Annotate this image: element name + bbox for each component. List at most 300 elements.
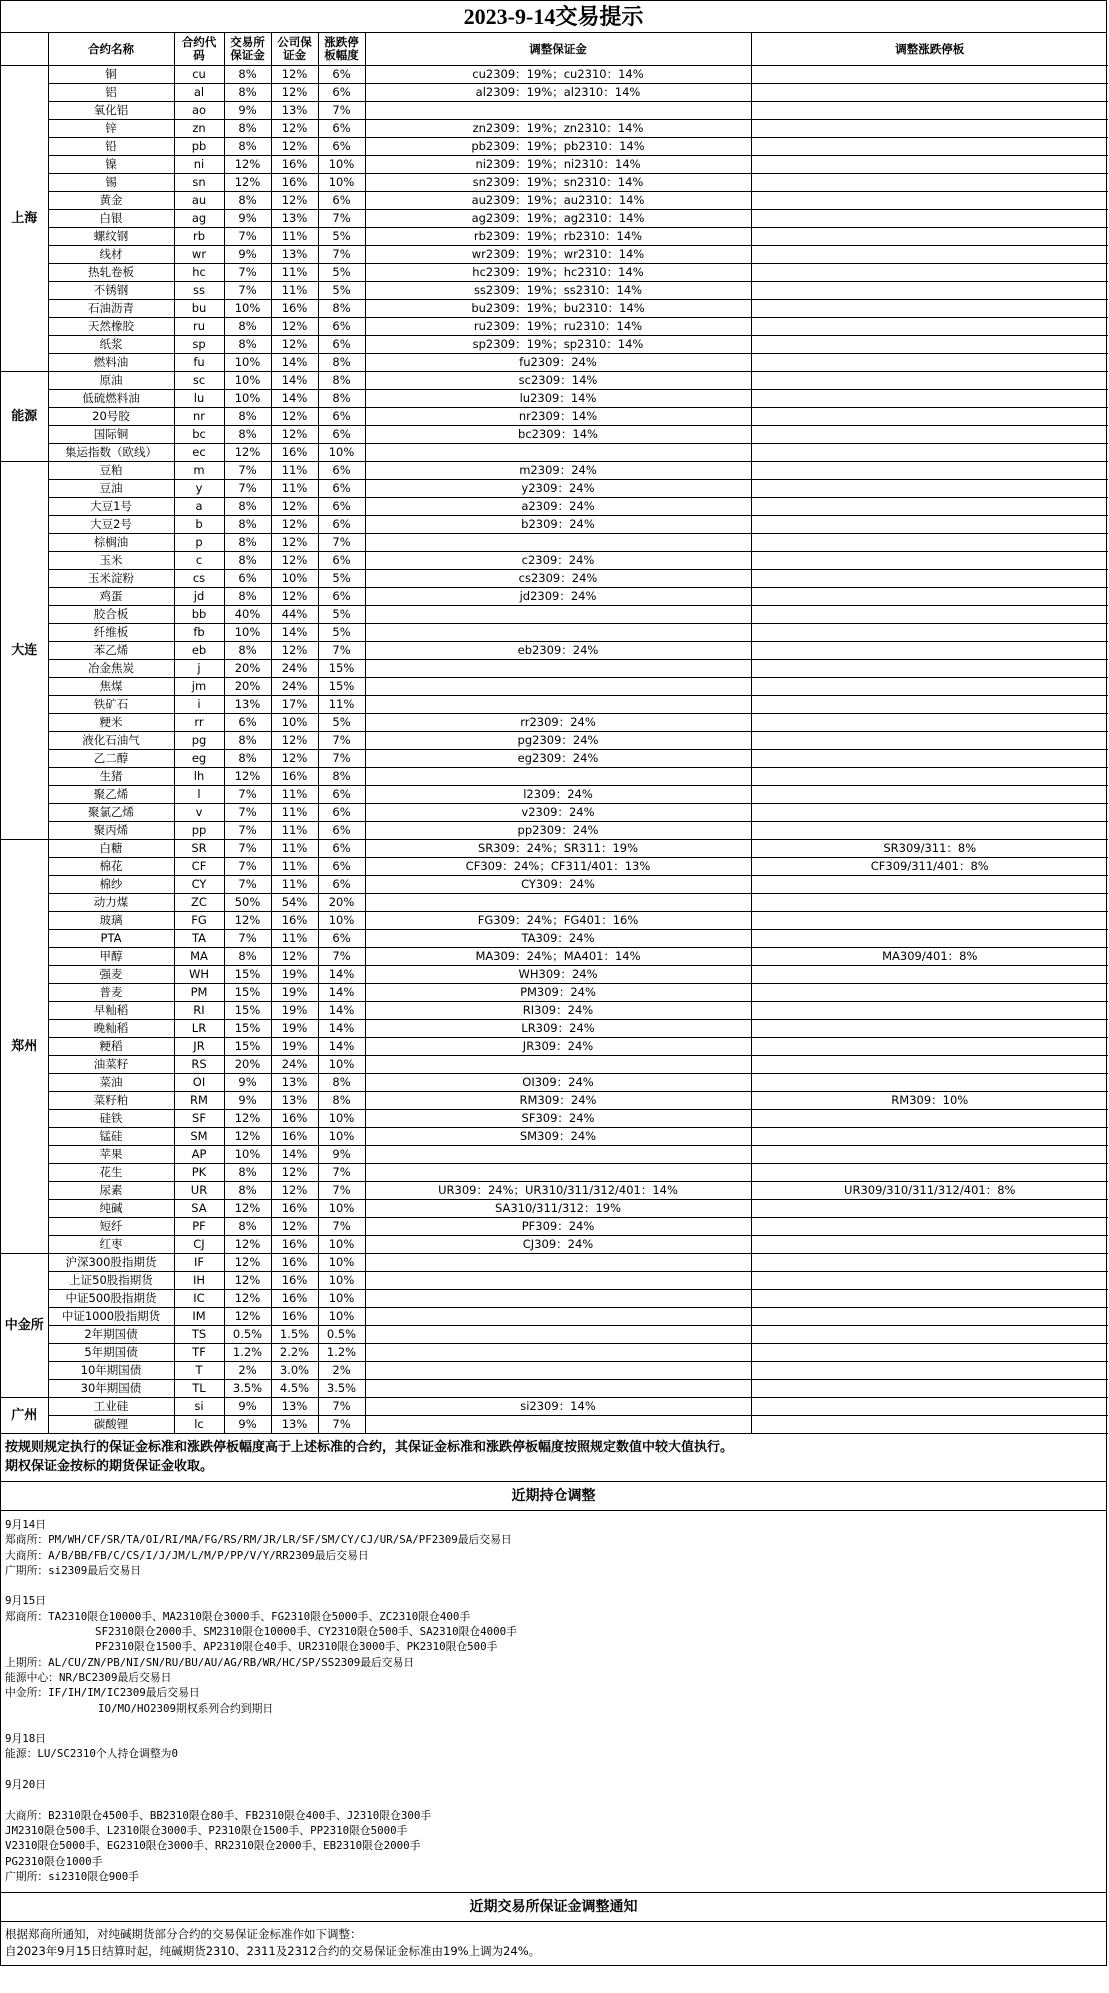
price-limit-cell: 6%	[318, 426, 365, 444]
exchange-margin-cell: 7%	[224, 858, 271, 876]
table-row	[1, 1344, 1108, 1362]
contract-name-cell: 氧化铝	[48, 102, 174, 120]
position-adjust-title: 近期持仓调整	[1, 1482, 1106, 1511]
exchange-margin-cell: 10%	[224, 390, 271, 408]
contract-code-cell: PM	[174, 984, 224, 1002]
company-margin-cell: 12%	[271, 426, 318, 444]
adjusted-limit-cell	[751, 138, 1108, 156]
adjusted-margin-cell: pb2309：19%；pb2310：14%	[365, 138, 751, 156]
exchange-margin-cell: 2%	[224, 1362, 271, 1380]
company-margin-cell: 16%	[271, 1272, 318, 1290]
contract-name-cell: 沪深300股指期货	[48, 1254, 174, 1272]
position-line: 郑商所：TA2310限仓10000手、MA2310限仓3000手、FG2310限仓5000手、ZC2310限仓400手	[5, 1609, 471, 1623]
price-limit-cell: 7%	[318, 246, 365, 264]
adjusted-limit-cell	[751, 1164, 1108, 1182]
position-line: 9月15日	[5, 1594, 47, 1608]
adjusted-limit-cell	[751, 624, 1108, 642]
company-margin-cell: 13%	[271, 210, 318, 228]
adjusted-limit-cell: MA309/401：8%	[751, 948, 1108, 966]
adjusted-limit-cell	[751, 1272, 1108, 1290]
adjusted-margin-cell: bc2309：14%	[365, 426, 751, 444]
contract-code-cell: pp	[174, 822, 224, 840]
company-margin-cell: 11%	[271, 804, 318, 822]
contract-code-cell: CF	[174, 858, 224, 876]
price-limit-cell: 1.2%	[318, 1344, 365, 1362]
price-limit-cell: 6%	[318, 498, 365, 516]
exchange-margin-cell: 9%	[224, 1416, 271, 1434]
company-margin-cell: 11%	[271, 858, 318, 876]
table-row	[1, 984, 1108, 1002]
contract-name-cell: 油菜籽	[48, 1056, 174, 1074]
adjusted-limit-cell	[751, 984, 1108, 1002]
adjusted-margin-cell: ni2309：19%；ni2310：14%	[365, 156, 751, 174]
contract-name-cell: 尿素	[48, 1182, 174, 1200]
contract-code-cell: TS	[174, 1326, 224, 1344]
company-margin-cell: 16%	[271, 174, 318, 192]
table-row	[1, 516, 1108, 534]
contract-name-cell: 石油沥青	[48, 300, 174, 318]
adjusted-limit-cell	[751, 534, 1108, 552]
contract-name-cell: 螺纹钢	[48, 228, 174, 246]
contract-code-cell: lh	[174, 768, 224, 786]
company-margin-cell: 14%	[271, 624, 318, 642]
contract-code-cell: m	[174, 462, 224, 480]
price-limit-cell: 6%	[318, 804, 365, 822]
price-limit-cell: 6%	[318, 192, 365, 210]
exchange-margin-cell: 8%	[224, 1218, 271, 1236]
table-row	[1, 588, 1108, 606]
contract-code-cell: eg	[174, 750, 224, 768]
table-row	[1, 336, 1108, 354]
table-row	[1, 534, 1108, 552]
contract-code-cell: lu	[174, 390, 224, 408]
company-margin-cell: 12%	[271, 642, 318, 660]
adjusted-margin-cell: rr2309：24%	[365, 714, 751, 732]
exchange-cell: 上海	[1, 66, 48, 372]
adjusted-margin-cell: eg2309：24%	[365, 750, 751, 768]
price-limit-cell: 8%	[318, 354, 365, 372]
adjusted-margin-cell: jd2309：24%	[365, 588, 751, 606]
company-margin-cell: 12%	[271, 498, 318, 516]
price-limit-cell: 5%	[318, 606, 365, 624]
price-limit-cell: 14%	[318, 1020, 365, 1038]
contract-code-cell: al	[174, 84, 224, 102]
price-limit-cell: 10%	[318, 1308, 365, 1326]
company-margin-cell: 11%	[271, 840, 318, 858]
adjusted-limit-cell	[751, 1416, 1108, 1434]
table-row	[1, 372, 1108, 390]
price-limit-cell: 14%	[318, 984, 365, 1002]
table-row	[1, 750, 1108, 768]
company-margin-cell: 19%	[271, 1020, 318, 1038]
exchange-margin-cell: 15%	[224, 966, 271, 984]
contract-code-cell: fu	[174, 354, 224, 372]
company-margin-cell: 19%	[271, 1002, 318, 1020]
position-line: PG2310限仓1000手	[5, 1854, 103, 1868]
exchange-cell: 能源	[1, 372, 48, 462]
contract-name-cell: 国际铜	[48, 426, 174, 444]
header-adjusted-limit: 调整涨跌停板	[751, 33, 1108, 66]
exchange-margin-cell: 10%	[224, 624, 271, 642]
contract-code-cell: UR	[174, 1182, 224, 1200]
exchange-margin-cell: 8%	[224, 948, 271, 966]
position-line: 广期所：si2309最后交易日	[5, 1563, 142, 1577]
adjusted-limit-cell: CF309/311/401：8%	[751, 858, 1108, 876]
contract-name-cell: 早籼稻	[48, 1002, 174, 1020]
company-margin-cell: 12%	[271, 516, 318, 534]
adjusted-margin-cell: SF309：24%	[365, 1110, 751, 1128]
table-row	[1, 246, 1108, 264]
company-margin-cell: 16%	[271, 1110, 318, 1128]
price-limit-cell: 5%	[318, 264, 365, 282]
table-row	[1, 1002, 1108, 1020]
notice-line: 根据郑商所通知，对纯碱期货部分合约的交易保证金标准作如下调整：	[5, 1927, 362, 1942]
exchange-margin-cell: 10%	[224, 354, 271, 372]
contract-code-cell: CJ	[174, 1236, 224, 1254]
contract-code-cell: sc	[174, 372, 224, 390]
adjusted-margin-cell: y2309：24%	[365, 480, 751, 498]
adjusted-margin-cell: ag2309：19%；ag2310：14%	[365, 210, 751, 228]
contract-name-cell: 动力煤	[48, 894, 174, 912]
exchange-margin-cell: 8%	[224, 84, 271, 102]
table-row	[1, 84, 1108, 102]
contract-name-cell: 10年期国债	[48, 1362, 174, 1380]
adjusted-limit-cell	[751, 714, 1108, 732]
exchange-margin-cell: 12%	[224, 1272, 271, 1290]
contract-code-cell: RM	[174, 1092, 224, 1110]
position-line: JM2310限仓500手、L2310限仓3000手、P2310限仓1500手、PP2310限仓5000手	[5, 1823, 408, 1837]
exchange-margin-cell: 40%	[224, 606, 271, 624]
company-margin-cell: 13%	[271, 102, 318, 120]
contract-code-cell: j	[174, 660, 224, 678]
price-limit-cell: 14%	[318, 966, 365, 984]
contract-code-cell: p	[174, 534, 224, 552]
contract-code-cell: jm	[174, 678, 224, 696]
exchange-margin-cell: 7%	[224, 840, 271, 858]
table-row	[1, 156, 1108, 174]
contract-name-cell: PTA	[48, 930, 174, 948]
contract-code-cell: IM	[174, 1308, 224, 1326]
adjusted-limit-cell	[751, 876, 1108, 894]
company-margin-cell: 12%	[271, 948, 318, 966]
adjusted-limit-cell	[751, 408, 1108, 426]
adjusted-margin-cell	[365, 678, 751, 696]
price-limit-cell: 8%	[318, 372, 365, 390]
exchange-margin-cell: 0.5%	[224, 1326, 271, 1344]
note-line: 期权保证金按标的期货保证金收取。	[5, 1459, 214, 1474]
contract-code-cell: IC	[174, 1290, 224, 1308]
table-row	[1, 1380, 1108, 1398]
company-margin-cell: 11%	[271, 264, 318, 282]
exchange-cell: 广州	[1, 1398, 48, 1434]
company-margin-cell: 16%	[271, 1236, 318, 1254]
adjusted-limit-cell	[751, 210, 1108, 228]
contract-code-cell: PK	[174, 1164, 224, 1182]
adjusted-limit-cell	[751, 246, 1108, 264]
adjusted-limit-cell	[751, 606, 1108, 624]
table-row	[1, 462, 1108, 480]
margin-table	[1, 33, 1108, 1434]
contract-code-cell: si	[174, 1398, 224, 1416]
header-contract-code: 合约代码	[174, 33, 224, 66]
price-limit-cell: 14%	[318, 1038, 365, 1056]
notice-line: 自2023年9月15日结算时起，纯碱期货2310、2311及2312合约的交易保证金标准由19%上调为24%。	[5, 1944, 541, 1959]
adjusted-margin-cell: lu2309：14%	[365, 390, 751, 408]
exchange-margin-cell: 20%	[224, 1056, 271, 1074]
price-limit-cell: 11%	[318, 696, 365, 714]
adjusted-limit-cell	[751, 228, 1108, 246]
table-row	[1, 1362, 1108, 1380]
adjusted-limit-cell	[751, 318, 1108, 336]
company-margin-cell: 11%	[271, 462, 318, 480]
company-margin-cell: 16%	[271, 1290, 318, 1308]
adjusted-margin-cell: hc2309：19%；hc2310：14%	[365, 264, 751, 282]
adjusted-limit-cell	[751, 912, 1108, 930]
adjusted-margin-cell	[365, 1380, 751, 1398]
contract-code-cell: MA	[174, 948, 224, 966]
company-margin-cell: 12%	[271, 534, 318, 552]
adjusted-limit-cell	[751, 462, 1108, 480]
contract-name-cell: 线材	[48, 246, 174, 264]
adjusted-margin-cell: CF309：24%；CF311/401：13%	[365, 858, 751, 876]
price-limit-cell: 6%	[318, 930, 365, 948]
exchange-margin-cell: 7%	[224, 264, 271, 282]
table-row	[1, 1254, 1108, 1272]
table-row	[1, 1020, 1108, 1038]
adjusted-margin-cell: OI309：24%	[365, 1074, 751, 1092]
price-limit-cell: 14%	[318, 1002, 365, 1020]
company-margin-cell: 4.5%	[271, 1380, 318, 1398]
adjusted-limit-cell	[751, 642, 1108, 660]
adjusted-margin-cell: UR309：24%；UR310/311/312/401：14%	[365, 1182, 751, 1200]
table-row	[1, 1218, 1108, 1236]
contract-code-cell: ag	[174, 210, 224, 228]
adjusted-limit-cell	[751, 1056, 1108, 1074]
price-limit-cell: 8%	[318, 768, 365, 786]
adjusted-limit-cell	[751, 1344, 1108, 1362]
adjusted-margin-cell: al2309：19%；al2310：14%	[365, 84, 751, 102]
adjusted-margin-cell: WH309：24%	[365, 966, 751, 984]
contract-code-cell: sp	[174, 336, 224, 354]
price-limit-cell: 6%	[318, 876, 365, 894]
contract-code-cell: zn	[174, 120, 224, 138]
contract-name-cell: 粳稻	[48, 1038, 174, 1056]
contract-code-cell: pg	[174, 732, 224, 750]
adjusted-margin-cell: cu2309：19%；cu2310：14%	[365, 66, 751, 84]
company-margin-cell: 12%	[271, 66, 318, 84]
adjusted-margin-cell: ru2309：19%；ru2310：14%	[365, 318, 751, 336]
adjusted-margin-cell	[365, 1344, 751, 1362]
table-row	[1, 1416, 1108, 1434]
adjusted-margin-cell: SR309：24%；SR311：19%	[365, 840, 751, 858]
company-margin-cell: 10%	[271, 714, 318, 732]
contract-name-cell: 上证50股指期货	[48, 1272, 174, 1290]
table-row	[1, 282, 1108, 300]
contract-name-cell: 玉米淀粉	[48, 570, 174, 588]
adjusted-margin-cell: RM309：24%	[365, 1092, 751, 1110]
price-limit-cell: 10%	[318, 444, 365, 462]
exchange-margin-cell: 8%	[224, 750, 271, 768]
company-margin-cell: 44%	[271, 606, 318, 624]
contract-code-cell: SA	[174, 1200, 224, 1218]
price-limit-cell: 7%	[318, 750, 365, 768]
exchange-margin-cell: 12%	[224, 1236, 271, 1254]
contract-name-cell: 豆粕	[48, 462, 174, 480]
table-row	[1, 192, 1108, 210]
contract-name-cell: 大豆2号	[48, 516, 174, 534]
page-title: 2023-9-14交易提示	[1, 1, 1106, 33]
table-row	[1, 1236, 1108, 1254]
price-limit-cell: 6%	[318, 462, 365, 480]
contract-code-cell: l	[174, 786, 224, 804]
adjusted-margin-cell	[365, 768, 751, 786]
position-line: 9月14日	[5, 1518, 47, 1531]
price-limit-cell: 6%	[318, 480, 365, 498]
contract-code-cell: PF	[174, 1218, 224, 1236]
adjusted-margin-cell: nr2309：14%	[365, 408, 751, 426]
contract-name-cell: 棉纱	[48, 876, 174, 894]
price-limit-cell: 5%	[318, 714, 365, 732]
table-row	[1, 1110, 1108, 1128]
adjusted-limit-cell	[751, 588, 1108, 606]
table-row	[1, 390, 1108, 408]
price-limit-cell: 8%	[318, 300, 365, 318]
contract-name-cell: 低硫燃料油	[48, 390, 174, 408]
adjusted-limit-cell	[751, 156, 1108, 174]
contract-code-cell: au	[174, 192, 224, 210]
company-margin-cell: 11%	[271, 822, 318, 840]
contract-name-cell: 焦煤	[48, 678, 174, 696]
exchange-margin-cell: 20%	[224, 678, 271, 696]
contract-name-cell: 红枣	[48, 1236, 174, 1254]
adjusted-limit-cell	[751, 426, 1108, 444]
contract-name-cell: 中证500股指期货	[48, 1290, 174, 1308]
table-row	[1, 210, 1108, 228]
company-margin-cell: 11%	[271, 876, 318, 894]
adjusted-limit-cell	[751, 930, 1108, 948]
contract-name-cell: 甲醇	[48, 948, 174, 966]
exchange-margin-cell: 8%	[224, 498, 271, 516]
price-limit-cell: 6%	[318, 84, 365, 102]
contract-name-cell: 普麦	[48, 984, 174, 1002]
adjusted-limit-cell	[751, 1236, 1108, 1254]
adjusted-margin-cell	[365, 534, 751, 552]
price-limit-cell: 7%	[318, 732, 365, 750]
company-margin-cell: 12%	[271, 408, 318, 426]
company-margin-cell: 12%	[271, 552, 318, 570]
contract-name-cell: 锡	[48, 174, 174, 192]
price-limit-cell: 7%	[318, 1164, 365, 1182]
exchange-margin-cell: 6%	[224, 714, 271, 732]
table-row	[1, 804, 1108, 822]
adjusted-limit-cell	[751, 264, 1108, 282]
contract-name-cell: 液化石油气	[48, 732, 174, 750]
price-limit-cell: 9%	[318, 1146, 365, 1164]
contract-name-cell: 聚乙烯	[48, 786, 174, 804]
adjusted-margin-cell	[365, 606, 751, 624]
contract-name-cell: 短纤	[48, 1218, 174, 1236]
company-margin-cell: 13%	[271, 1398, 318, 1416]
table-header-row	[1, 33, 1108, 66]
exchange-margin-cell: 12%	[224, 174, 271, 192]
adjusted-limit-cell	[751, 1218, 1108, 1236]
contract-code-cell: pb	[174, 138, 224, 156]
contract-code-cell: a	[174, 498, 224, 516]
adjusted-margin-cell: RI309：24%	[365, 1002, 751, 1020]
price-limit-cell: 10%	[318, 1254, 365, 1272]
exchange-margin-cell: 20%	[224, 660, 271, 678]
company-margin-cell: 1.5%	[271, 1326, 318, 1344]
adjusted-limit-cell	[751, 66, 1108, 84]
price-limit-cell: 5%	[318, 228, 365, 246]
contract-name-cell: 菜油	[48, 1074, 174, 1092]
contract-name-cell: 棕榈油	[48, 534, 174, 552]
adjusted-limit-cell	[751, 786, 1108, 804]
position-line: IO/MO/HO2309期权系列合约到期日	[98, 1701, 274, 1715]
contract-name-cell: 白糖	[48, 840, 174, 858]
adjusted-margin-cell: cs2309：24%	[365, 570, 751, 588]
price-limit-cell: 10%	[318, 174, 365, 192]
adjusted-margin-cell: ss2309：19%；ss2310：14%	[365, 282, 751, 300]
adjusted-limit-cell	[751, 120, 1108, 138]
contract-code-cell: SF	[174, 1110, 224, 1128]
table-row	[1, 1290, 1108, 1308]
contract-code-cell: AP	[174, 1146, 224, 1164]
company-margin-cell: 16%	[271, 156, 318, 174]
price-limit-cell: 6%	[318, 822, 365, 840]
table-row	[1, 444, 1108, 462]
price-limit-cell: 6%	[318, 66, 365, 84]
adjusted-limit-cell	[751, 1398, 1108, 1416]
table-row	[1, 552, 1108, 570]
company-margin-cell: 19%	[271, 984, 318, 1002]
table-row	[1, 876, 1108, 894]
contract-code-cell: TL	[174, 1380, 224, 1398]
price-limit-cell: 6%	[318, 588, 365, 606]
table-row	[1, 426, 1108, 444]
exchange-margin-cell: 10%	[224, 372, 271, 390]
company-margin-cell: 16%	[271, 1128, 318, 1146]
price-limit-cell: 5%	[318, 624, 365, 642]
contract-name-cell: 大豆1号	[48, 498, 174, 516]
contract-code-cell: c	[174, 552, 224, 570]
company-margin-cell: 16%	[271, 300, 318, 318]
company-margin-cell: 12%	[271, 1218, 318, 1236]
adjusted-margin-cell: pp2309：24%	[365, 822, 751, 840]
table-row	[1, 714, 1108, 732]
contract-name-cell: 白银	[48, 210, 174, 228]
table-row	[1, 1074, 1108, 1092]
company-margin-cell: 19%	[271, 966, 318, 984]
price-limit-cell: 7%	[318, 1398, 365, 1416]
table-row	[1, 300, 1108, 318]
adjusted-limit-cell	[751, 480, 1108, 498]
contract-code-cell: b	[174, 516, 224, 534]
price-limit-cell: 5%	[318, 282, 365, 300]
contract-name-cell: 铜	[48, 66, 174, 84]
table-row	[1, 1038, 1108, 1056]
contract-name-cell: 棉花	[48, 858, 174, 876]
adjusted-limit-cell	[751, 570, 1108, 588]
company-margin-cell: 2.2%	[271, 1344, 318, 1362]
adjusted-margin-cell: zn2309：19%；zn2310：14%	[365, 120, 751, 138]
table-row	[1, 858, 1108, 876]
header-exchange-margin: 交易所保证金	[224, 33, 271, 66]
spacer	[5, 1792, 1102, 1807]
adjusted-limit-cell	[751, 102, 1108, 120]
exchange-margin-cell: 7%	[224, 786, 271, 804]
adjusted-margin-cell: si2309：14%	[365, 1398, 751, 1416]
